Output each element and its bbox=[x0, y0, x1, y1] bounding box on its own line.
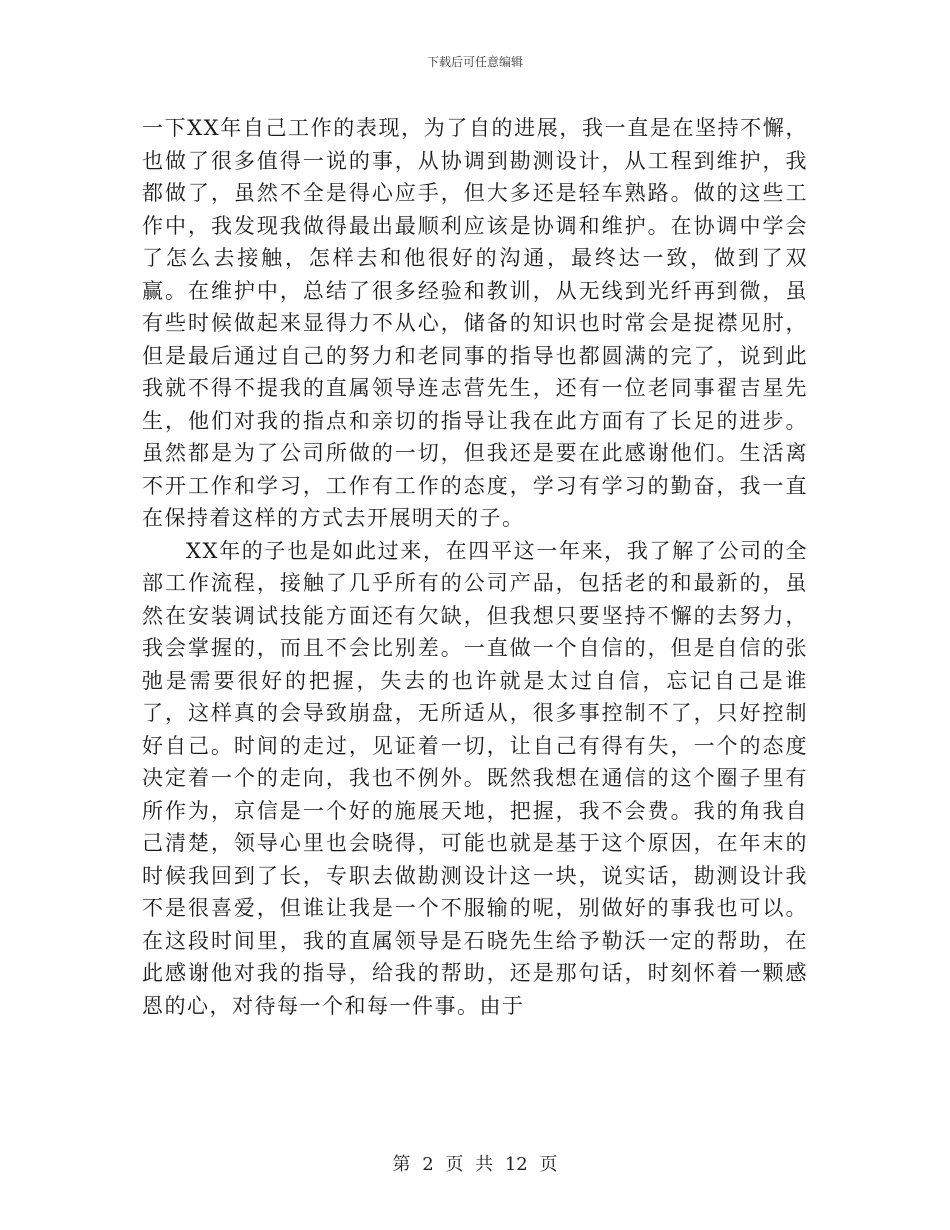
paragraph-1: 一下XX年自己工作的表现，为了自的进展，我一直是在坚持不懈，也做了很多值得一说的事，从协调到勘测设计，从工程到维护，我都做了，虽然不全是得心应手，但大多还是轻车熟路。做的这些工作中，我发现我做得最出最顺利应该是协调和维护。在协调中学会了怎么去接触，怎样去和他很好的沟通，最终达一致，做到了双赢。在维护中，总结了很多经验和教训，从无线到光纤再到微，虽有些时候做起来显得力不从心，储备的知识也时常会是捉襟见肘，但是最后通过自己的努力和老同事的指导也都圆满的完了，说到此我就不得不提我的直属领导连志营先生，还有一位老同事翟吉星先生，他们对我的指点和亲切的指导让我在此方面有了长足的进步。虽然都是为了公司所做的一切，但我还是要在此感谢他们。生活离不开工作和学习，工作有工作的态度，学习有学习的勤奋，我一直在保持着这样的方式去开展明天的子。 bbox=[142, 116, 808, 530]
page-number-footer: 第 2 页 共 12 页 bbox=[392, 1154, 558, 1175]
paragraph-2: XX年的子也是如此过来，在四平这一年来，我了解了公司的全部工作流程，接触了几乎所有的公司产品，包括老的和最新的，虽然在安装调试技能方面还有欠缺，但我想只要坚持不懈的去努力，我会掌握的，而且不会比别差。一直做一个自信的，但是自信的张弛是需要很好的把握，失去的也许就是太过自信，忘记自己是谁了，这样真的会导致崩盘，无所适从，很多事控制不了，只好控制好自己。时间的走过，见证着一切，让自己有得有失，一个的态度决定着一个的走向，我也不例外。既然我想在通信的这个圈子里有所作为，京信是一个好的施展天地，把握，我不会费。我的角我自己清楚，领导心里也会晓得，可能也就是基于这个原因，在年末的时候我回到了长，专职去做勘测设计这一块，说实话，勘测设计我不是很喜爱，但谁让我是一个不服输的呢，别做好的事我也可以。在这段时间里，我的直属领导是石晓先生给予勒沃一定的帮助，在此感谢他对我的指导，给我的帮助，还是那句话，时刻怀着一颗感恩的心，对待每一个和每一件事。由于 bbox=[142, 538, 808, 1018]
page-header: 下载后可任意编辑 bbox=[426, 55, 523, 69]
document-body bbox=[142, 112, 808, 1022]
